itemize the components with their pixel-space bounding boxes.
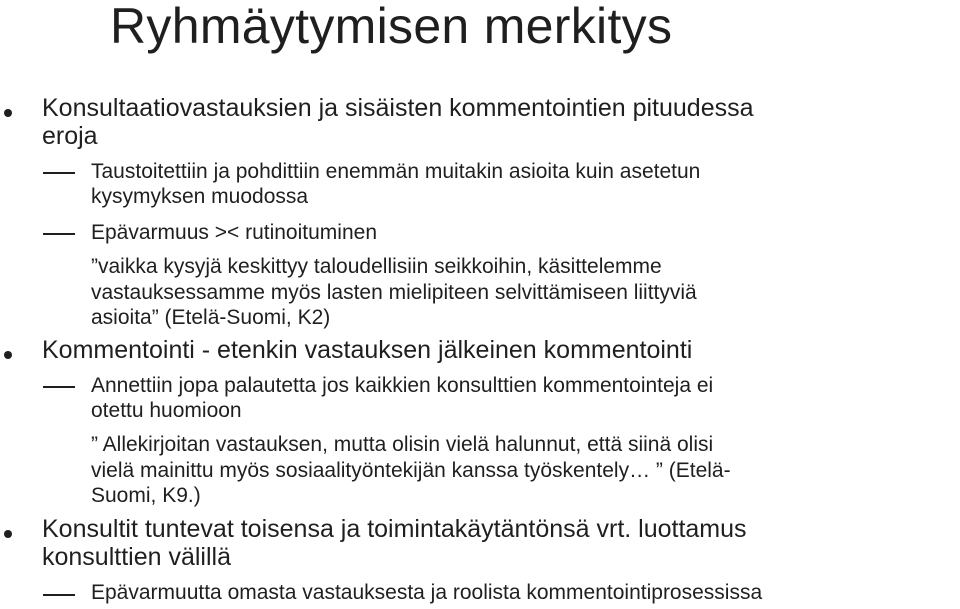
bullet-text-line: Kommentointi - etenkin vastauksen jälkeinen kommentointi (42, 336, 693, 364)
quote-text-line: ”vaikka kysyjä keskittyy taloudellisiin seikkoihin, käsittelemme (91, 255, 662, 278)
quote-text-line: Suomi, K9.) (91, 484, 201, 507)
sub-bullet-text-line: Epävarmuus >< rutinoituminen (91, 221, 377, 244)
quote-text-line: ” Allekirjoitan vastauksen, mutta olisin vielä halunnut, että siinä olisi (91, 433, 714, 456)
bullet-text-line: Konsultit tuntevat toisensa ja toimintakäytäntönsä vrt. luottamus (42, 515, 747, 543)
dash-icon (43, 386, 75, 388)
bullet-icon (4, 351, 12, 359)
bullet-text-line: eroja (42, 122, 98, 150)
dash-icon (43, 233, 75, 235)
quote-text-line: asioita” (Etelä-Suomi, K2) (91, 306, 331, 329)
quote-text-line: vastauksessamme myös lasten mielipiteen selvittämiseen liittyviä (91, 281, 697, 304)
bullet-text-line: Konsultaatiovastauksien ja sisäisten kommentointien pituudessa (42, 94, 754, 122)
bullet-icon (4, 109, 12, 117)
bullet-icon (4, 530, 12, 538)
dash-icon (43, 594, 75, 596)
sub-bullet-text-line: kysymyksen muodossa (91, 185, 309, 208)
quote-text-line: vielä mainittu myös sosiaalityöntekijän kanssa työskentely… ” (Etelä- (91, 459, 731, 482)
sub-bullet-text-line: Epävarmuutta omasta vastauksesta ja roolista kommentointiprosessissa (91, 581, 763, 604)
sub-bullet-text-line: Taustoitettiin ja pohdittiin enemmän muitakin asioita kuin asetetun (91, 160, 701, 183)
dash-icon (43, 172, 75, 174)
sub-bullet-text-line: otettu huomioon (91, 399, 242, 422)
sub-bullet-text-line: Annettiin jopa palautetta jos kaikkien konsulttien kommentointeja ei (91, 374, 714, 397)
slide-title: Ryhmäytymisen merkitys (110, 0, 673, 54)
bullet-text-line: konsulttien välillä (42, 543, 231, 571)
